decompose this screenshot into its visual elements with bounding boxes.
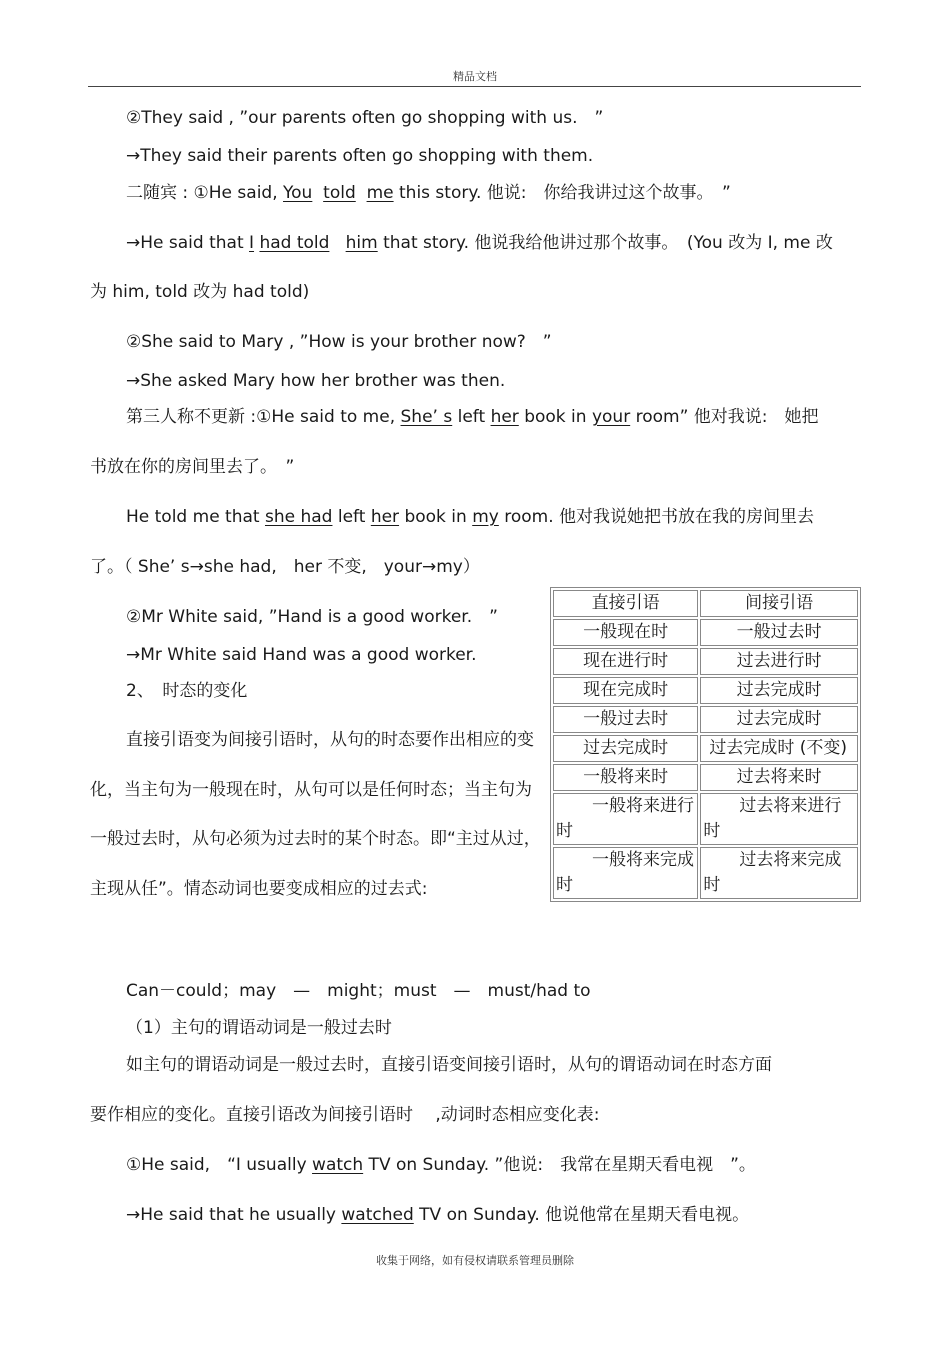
table-row [553, 619, 858, 646]
table-header-row [553, 590, 858, 617]
tense-paragraph: 直接引语变为间接引语时，从句的时态要作出相应的变化，当主句为一般现在时，从句可以是任何时态；当主句为一般过去时，从句必须为过去时的某个时态。即“主过从过，主现从任”。情态动词也要变成相应的过去式: [90, 730, 541, 899]
text: 二随宾 : ①He said, [126, 183, 284, 203]
line-16: （1）主句的谓语动词是一般过去时 [126, 1018, 392, 1038]
text: book in [518, 407, 592, 427]
text: room” 他对我说: 她把 [630, 407, 819, 427]
text: left [452, 407, 491, 427]
table-row [553, 847, 858, 899]
table-row [553, 677, 858, 704]
line-18: 要作相应的变化。直接引语改为间接引语时 ,动词时态相应变化表: [90, 1105, 600, 1125]
line-4 [126, 233, 833, 253]
table-cell: 过去将来进行时 [700, 793, 858, 845]
underlined-word: her [490, 407, 519, 427]
page-footer: 收集于网络，如有侵权请联系管理员删除 [376, 1254, 574, 1267]
underlined-word: my [472, 507, 499, 527]
table-row [553, 648, 858, 675]
line-5: 为 him, told 改为 had told) [90, 282, 310, 302]
table-cell: 一般过去时 [553, 706, 698, 733]
line-7: →She asked Mary how her brother was then. [126, 371, 506, 391]
line-10 [126, 507, 814, 527]
table-cell: 过去将来时 [700, 764, 858, 791]
table-row [553, 706, 858, 733]
text: TV on Sunday. ”他说: 我常在星期天看电视 ”。 [363, 1155, 756, 1175]
table-cell: 过去完成时 [700, 677, 858, 704]
line-15: Can－could；may — might；must — must/had to [126, 981, 591, 1001]
line-19 [126, 1155, 756, 1175]
underlined-word: You [283, 183, 313, 203]
table-cell: 过去将来完成时 [700, 847, 858, 899]
text: room. 他对我说她把书放在我的房间里去 [498, 507, 815, 527]
table-cell: 过去完成时 [553, 735, 698, 762]
underlined-word: your [591, 407, 631, 427]
table-row [553, 793, 858, 845]
table-cell: 过去完成时 [700, 706, 858, 733]
table-cell: 一般过去时 [700, 619, 858, 646]
tense-table [550, 587, 861, 902]
line-6: ②She said to Mary , ”How is your brother now? ” [126, 332, 552, 352]
table-row [553, 764, 858, 791]
table-header-cell: 直接引语 [553, 590, 698, 617]
text: left [332, 507, 371, 527]
line-2: →They said their parents often go shopping with them. [126, 146, 594, 166]
line-8 [126, 407, 819, 427]
table-cell: 现在完成时 [553, 677, 698, 704]
line-1: ②They said , ”our parents often go shopping with us. ” [126, 108, 604, 128]
text: →He said that [126, 233, 250, 253]
underlined-word: had told [259, 233, 330, 253]
line-3 [126, 183, 731, 203]
table-cell: 一般现在时 [553, 619, 698, 646]
table-cell: 一般将来时 [553, 764, 698, 791]
underlined-word: watched [341, 1205, 414, 1225]
line-20 [126, 1205, 749, 1225]
underlined-word: she had [264, 507, 333, 527]
underlined-word: me [366, 183, 394, 203]
underlined-word: I [249, 233, 255, 253]
text: TV on Sunday. 他说他常在星期天看电视。 [413, 1205, 750, 1225]
text: this story. 他说: 你给我讲过这个故事。 ” [393, 183, 731, 203]
text: →He said that he usually [126, 1205, 342, 1225]
table-cell: 过去完成时 (不变) [700, 735, 858, 762]
underlined-word: her [370, 507, 400, 527]
underlined-word: watch [312, 1155, 364, 1175]
table-cell: 过去进行时 [700, 648, 858, 675]
table-header-cell: 间接引语 [700, 590, 858, 617]
text: He told me that [126, 507, 265, 527]
line-17: 如主句的谓语动词是一般过去时，直接引语变间接引语时，从句的谓语动词在时态方面 [126, 1055, 772, 1075]
table-row [553, 735, 858, 762]
line-12: ②Mr White said, ”Hand is a good worker. ” [126, 607, 498, 627]
table-cell: 现在进行时 [553, 648, 698, 675]
table-cell: 一般将来完成时 [553, 847, 698, 899]
page-header: 精品文档 [453, 70, 497, 83]
underlined-word: She’ s [400, 407, 453, 427]
underlined-word: him [345, 233, 378, 253]
text: book in [399, 507, 473, 527]
line-13: →Mr White said Hand was a good worker. [126, 645, 477, 665]
line-9: 书放在你的房间里去了。 ” [90, 457, 295, 477]
table-cell: 一般将来进行时 [553, 793, 698, 845]
text: ①He said, “I usually [126, 1155, 313, 1175]
text: that story. 他说我给他讲过那个故事。 (You 改为 I, me 改 [377, 233, 833, 253]
section-heading: 2、 时态的变化 [126, 681, 248, 701]
line-11: 了。（ She’ s→she had, her 不变, your→my） [90, 557, 480, 577]
header-rule [88, 86, 861, 87]
underlined-word: told [323, 183, 356, 203]
text: 第三人称不更新 :①He said to me, [126, 407, 401, 427]
